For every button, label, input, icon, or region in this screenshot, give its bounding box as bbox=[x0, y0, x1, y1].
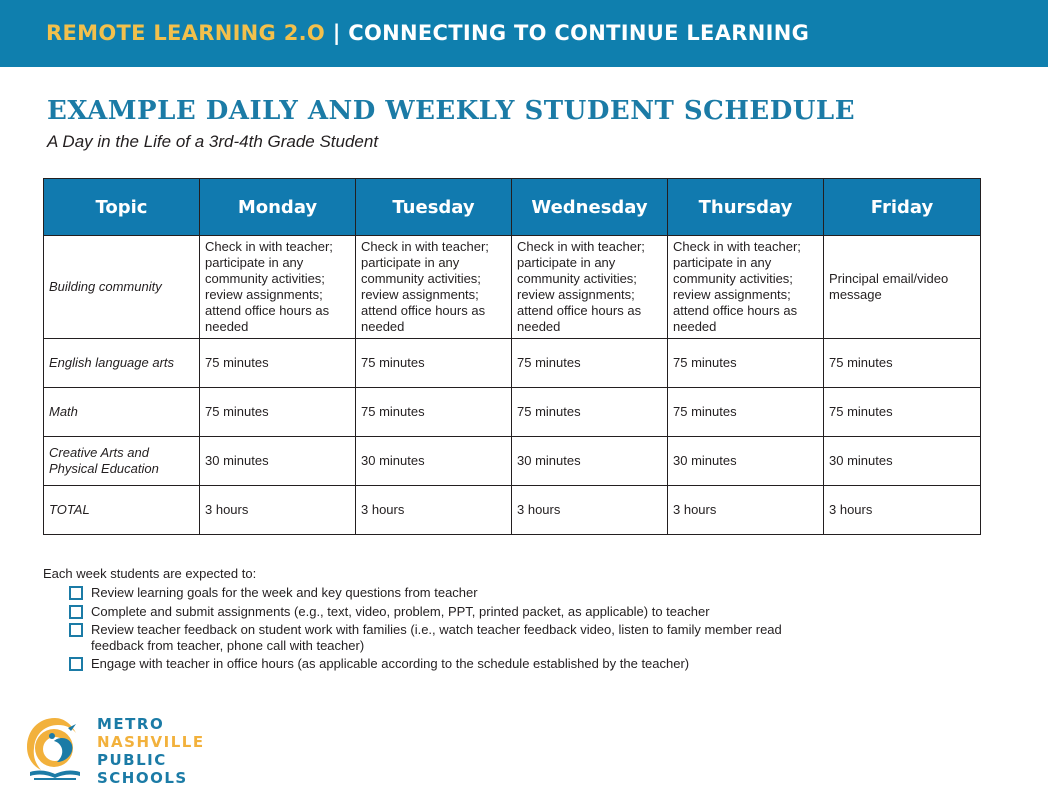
table-cell: Check in with teacher; participate in any community activities; review assignments; attend office hours as needed bbox=[512, 236, 668, 339]
table-cell: 30 minutes bbox=[356, 437, 512, 486]
table-header-row bbox=[44, 179, 981, 236]
column-header-wednesday: Wednesday bbox=[512, 179, 668, 236]
checkbox-icon bbox=[69, 605, 83, 619]
table-cell: 75 minutes bbox=[512, 388, 668, 437]
banner-title bbox=[46, 21, 809, 45]
table-cell: 75 minutes bbox=[356, 388, 512, 437]
list-item bbox=[69, 585, 889, 601]
table-cell: 3 hours bbox=[356, 486, 512, 535]
expectations-intro: Each week students are expected to: bbox=[43, 566, 257, 581]
logo-line-schools: SCHOOLS bbox=[97, 769, 188, 787]
banner-separator: | bbox=[332, 21, 341, 45]
list-item-text: Review teacher feedback on student work with families (i.e., watch teacher feedback video, listen to family member read feedback from teacher, phone call with teacher) bbox=[91, 622, 782, 653]
list-item bbox=[69, 622, 889, 653]
table-row-total bbox=[44, 486, 981, 535]
list-item-text: Review learning goals for the week and key questions from teacher bbox=[91, 585, 478, 600]
list-item bbox=[69, 604, 889, 620]
table-cell: 75 minutes bbox=[668, 339, 824, 388]
logo-line-public: PUBLIC bbox=[97, 751, 167, 769]
banner-tagline: CONNECTING TO CONTINUE LEARNING bbox=[348, 21, 810, 45]
school-logo-text bbox=[97, 715, 205, 787]
table-cell: 75 minutes bbox=[824, 339, 981, 388]
page-subtitle: A Day in the Life of a 3rd-4th Grade Student bbox=[47, 132, 379, 151]
list-item bbox=[69, 656, 889, 672]
table-cell: 75 minutes bbox=[356, 339, 512, 388]
table-row-creative-arts-pe bbox=[44, 437, 981, 486]
list-item-text: Engage with teacher in office hours (as applicable according to the schedule established by the teacher) bbox=[91, 656, 690, 671]
table-cell: 75 minutes bbox=[512, 339, 668, 388]
table-cell: 75 minutes bbox=[200, 339, 356, 388]
row-topic: TOTAL bbox=[44, 486, 200, 535]
logo-line-metro: METRO bbox=[97, 715, 165, 733]
table-row-building-community bbox=[44, 236, 981, 339]
table-cell: 30 minutes bbox=[512, 437, 668, 486]
table-cell: Check in with teacher; participate in any community activities; review assignments; attend office hours as needed bbox=[356, 236, 512, 339]
column-header-monday: Monday bbox=[200, 179, 356, 236]
logo-line-nashville: NASHVILLE bbox=[97, 733, 205, 751]
table-cell: 75 minutes bbox=[200, 388, 356, 437]
table-cell: 3 hours bbox=[512, 486, 668, 535]
table-cell: Check in with teacher; participate in any community activities; review assignments; attend office hours as needed bbox=[200, 236, 356, 339]
checkbox-icon bbox=[69, 623, 83, 637]
column-header-thursday: Thursday bbox=[668, 179, 824, 236]
table-cell: 75 minutes bbox=[824, 388, 981, 437]
row-topic: English language arts bbox=[44, 339, 200, 388]
row-topic: Math bbox=[44, 388, 200, 437]
page-title: EXAMPLE DAILY AND WEEKLY STUDENT SCHEDULE bbox=[47, 96, 856, 126]
table-row-math bbox=[44, 388, 981, 437]
table-cell: 30 minutes bbox=[668, 437, 824, 486]
checkbox-icon bbox=[69, 586, 83, 600]
table-cell: 3 hours bbox=[668, 486, 824, 535]
table-row-english-language-arts bbox=[44, 339, 981, 388]
row-topic: Creative Arts and Physical Education bbox=[44, 437, 200, 486]
column-header-friday: Friday bbox=[824, 179, 981, 236]
table-cell: 30 minutes bbox=[824, 437, 981, 486]
table-cell: Principal email/video message bbox=[824, 236, 981, 339]
table-cell: 3 hours bbox=[200, 486, 356, 535]
checkbox-icon bbox=[69, 657, 83, 671]
table-cell: 75 minutes bbox=[668, 388, 824, 437]
table-cell: Check in with teacher; participate in any community activities; review assignments; attend office hours as needed bbox=[668, 236, 824, 339]
school-logo-icon bbox=[24, 716, 86, 782]
column-header-tuesday: Tuesday bbox=[356, 179, 512, 236]
header-banner bbox=[0, 0, 1048, 67]
banner-program-name: REMOTE LEARNING 2.O bbox=[46, 21, 326, 45]
column-header-topic: Topic bbox=[44, 179, 200, 236]
list-item-text: Complete and submit assignments (e.g., text, video, problem, PPT, printed packet, as applicable) to teacher bbox=[91, 603, 710, 619]
row-topic: Building community bbox=[44, 236, 200, 339]
table-cell: 30 minutes bbox=[200, 437, 356, 486]
schedule-table bbox=[43, 178, 981, 535]
table-cell: 3 hours bbox=[824, 486, 981, 535]
expectations-list bbox=[69, 585, 889, 675]
